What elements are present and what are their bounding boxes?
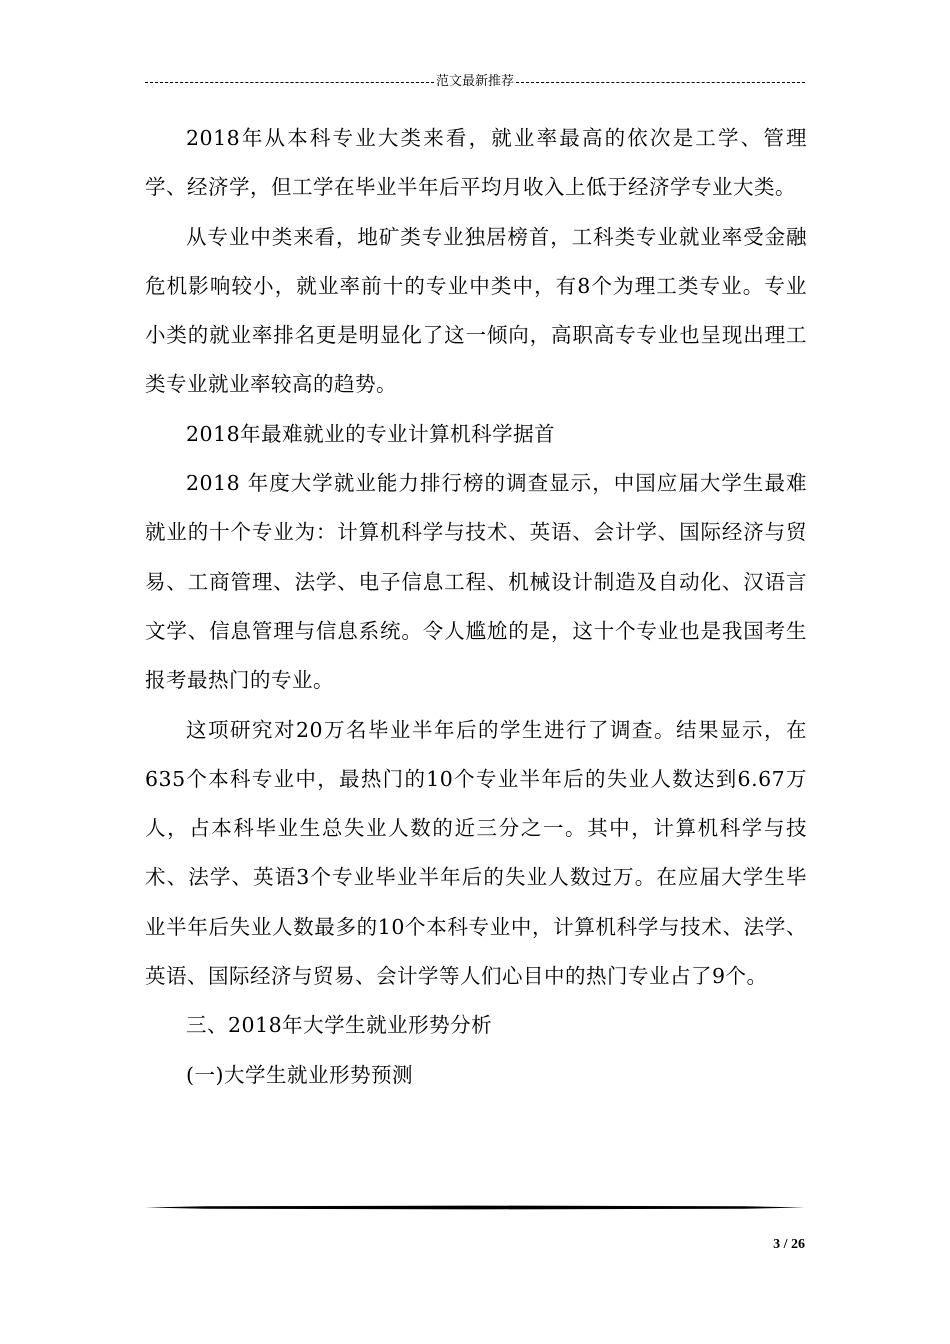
footer-divider [145, 1205, 805, 1210]
document-body [145, 114, 807, 1100]
paragraph-survey-results: 这项研究对20万名毕业半年后的学生进行了调查。结果显示，在635个本科专业中，最热门的10个专业半年后的失业人数达到6.67万人，占本科毕业生总失业人数的近三分之一。其中，计算机科学与技术、法学、英语3个专业毕业半年后的失业人数过万。在应届大学生毕业半年后失业人数最多的10个本科专业中，计算机科学与技术、法学、英语、国际经济与贸易、会计学等人们心目中的热门专业占了9个。 [145, 717, 807, 989]
header-right-dashes [516, 82, 805, 83]
page-header [145, 72, 805, 92]
paragraph-hardest-majors-list: 2018 年度大学就业能力排行榜的调查显示，中国应届大学生最难就业的十个专业为：计算机科学与技术、英语、会计学、国际经济与贸易、工商管理、法学、电子信息工程、机械设计制造及自动化、汉语言文学、信息管理与信息系统。令人尴尬的是，这十个专业也是我国考生报考最热门的专业。 [145, 471, 807, 693]
paragraph-mid-categories: 从专业中类来看，地矿类专业独居榜首，工科类专业就业率受金融危机影响较小，就业率前十的专业中类中，有8个为理工类专业。专业小类的就业率排名更是明显化了这一倾向，高职高专专业也呈现出理工类专业就业率较高的趋势。 [145, 224, 807, 397]
page-number: 3 / 26 [773, 1237, 805, 1252]
header-left-dashes [145, 82, 434, 83]
subsection-heading-forecast: (一)大学生就业形势预测 [186, 1062, 413, 1087]
header-title: 范文最新推荐 [436, 74, 515, 89]
section-heading-hardest-majors: 2018年最难就业的专业计算机科学据首 [186, 421, 556, 446]
paragraph-major-categories: 2018年从本科专业大类来看，就业率最高的依次是工学、管理学、经济学，但工学在毕业半年后平均月收入上低于经济学专业大类。 [145, 126, 807, 200]
section-heading-employment-analysis: 三、2018年大学生就业形势分析 [186, 1013, 493, 1038]
